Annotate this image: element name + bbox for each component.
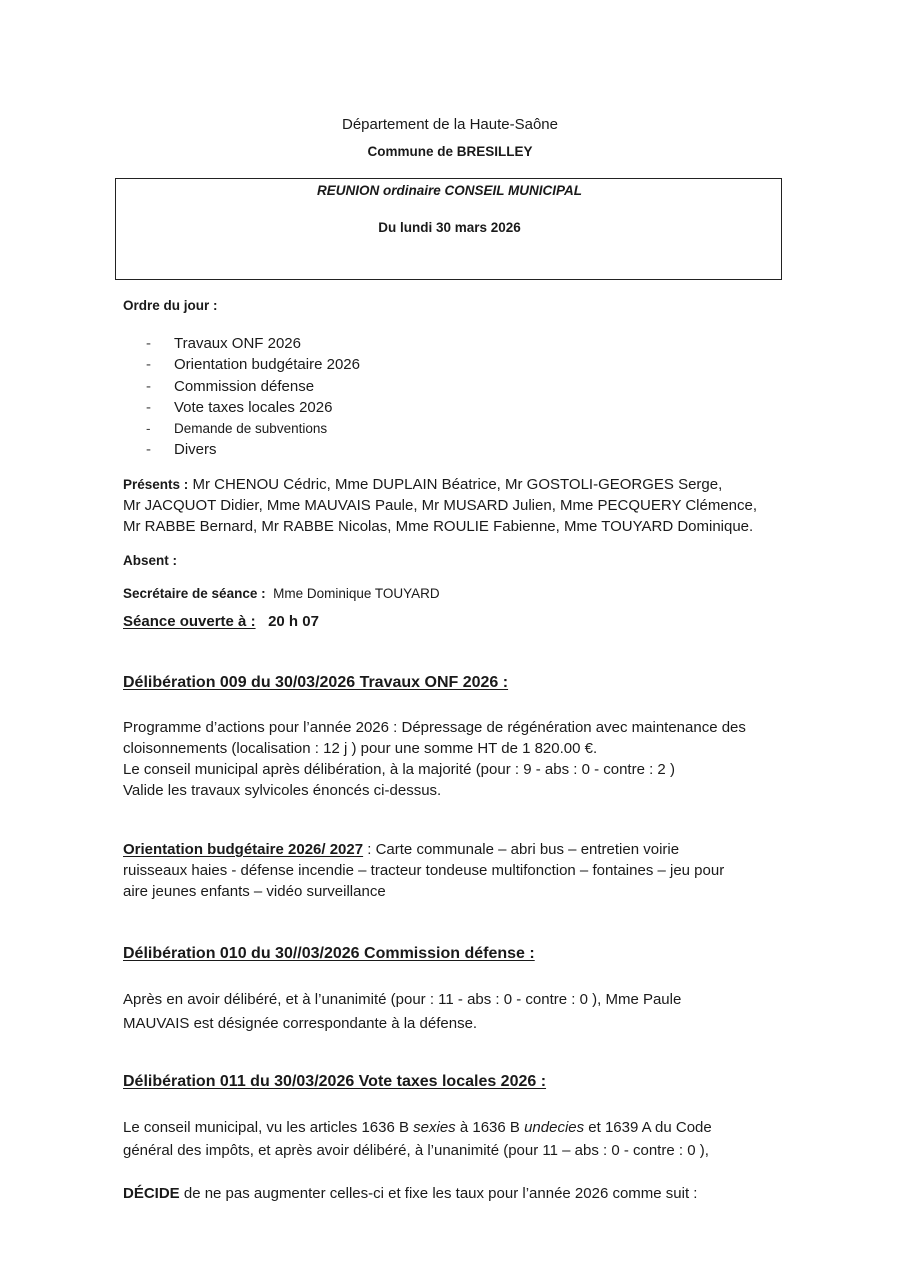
paragraph-line: Le conseil municipal, vu les articles 1636 B sexies à 1636 B undecies et 1639 A du Code [123,1119,712,1136]
list-item: - Commission défense [146,377,315,395]
paragraph-line: aire jeunes enfants – vidéo surveillance [123,883,386,900]
present-block [123,474,757,537]
deliberation-009-body [123,717,746,801]
deliberation-010-body [123,988,681,1036]
paragraph-line: général des impôts, et après avoir délibéré, à l’unanimité (pour 11 – abs : 0 - contre : 0 ), [123,1142,709,1159]
absent-label: Absent : [123,553,177,568]
department-title: Département de la Haute-Saône [342,116,558,133]
paragraph-line: de ne pas augmenter celles-ci et fixe les taux pour l’année 2026 comme suit : [179,1185,698,1202]
secretary-name: Mme Dominique TOUYARD [273,586,440,601]
agenda-label: Ordre du jour : [123,298,218,313]
orientation-block [123,839,724,902]
deliberation-009-title: Délibération 009 du 30/03/2026 Travaux ONF 2026 : [123,674,509,691]
orientation-title: Orientation budgétaire 2026/ 2027 [123,841,364,858]
list-item: - Travaux ONF 2026 [146,335,301,352]
list-item: - Divers [146,441,217,459]
meeting-date: Du lundi 30 mars 2026 [378,220,521,235]
list-item: - Orientation budgétaire 2026 [146,356,360,374]
opening-label: Séance ouverte à : [123,613,256,630]
secretary-line [123,586,440,601]
decide-word: DÉCIDE [123,1185,180,1202]
agenda-list [146,333,360,461]
present-line: Mr CHENOU Cédric, Mme DUPLAIN Béatrice, Mr GOSTOLI-GEORGES Serge, [192,476,723,493]
secretary-label: Secrétaire de séance : [123,586,266,601]
list-item: - Vote taxes locales 2026 [146,398,333,416]
meeting-type: REUNION ordinaire CONSEIL MUNICIPAL [316,183,583,198]
paragraph-line: Après en avoir délibéré, et à l’unanimité (pour : 11 - abs : 0 - contre : 0 ), Mme Paule [123,991,682,1008]
paragraph-line: : Carte communale – abri bus – entretien voirie [363,841,680,858]
opening-line [123,613,319,630]
opening-time: 20 h 07 [268,613,319,630]
deliberation-011-body [123,1116,712,1162]
paragraph-line: Valide les travaux sylvicoles énoncés ci-dessus. [123,782,442,799]
list-item: - Demande de subventions [146,421,328,437]
paragraph-line: ruisseaux haies - défense incendie – tracteur tondeuse multifonction – fontaines – jeu pour [123,862,725,879]
commune-title: Commune de BRESILLEY [367,144,533,159]
meeting-box [115,178,782,280]
paragraph-line: Le conseil municipal après délibération, à la majorité (pour : 9 - abs : 0 - contre : 2 ) [123,761,675,778]
present-label: Présents : [123,477,189,492]
paragraph-line: Programme d’actions pour l’année 2026 : Dépressage de régénération avec maintenance des [123,719,746,736]
deliberation-011-title: Délibération 011 du 30/03/2026 Vote taxes locales 2026 : [123,1073,547,1090]
deliberation-010-title: Délibération 010 du 30//03/2026 Commission défense : [123,945,535,962]
paragraph-line: MAUVAIS est désignée correspondante à la défense. [123,1015,478,1032]
present-line: Mr JACQUOT Didier, Mme MAUVAIS Paule, Mr MUSARD Julien, Mme PECQUERY Clémence, [123,497,758,514]
decision-line [123,1183,697,1204]
paragraph-line: cloisonnements (localisation : 12 j ) pour une somme HT de 1 820.00 €. [123,740,598,757]
present-line: Mr RABBE Bernard, Mr RABBE Nicolas, Mme ROULIE Fabienne, Mme TOUYARD Dominique. [123,518,754,535]
